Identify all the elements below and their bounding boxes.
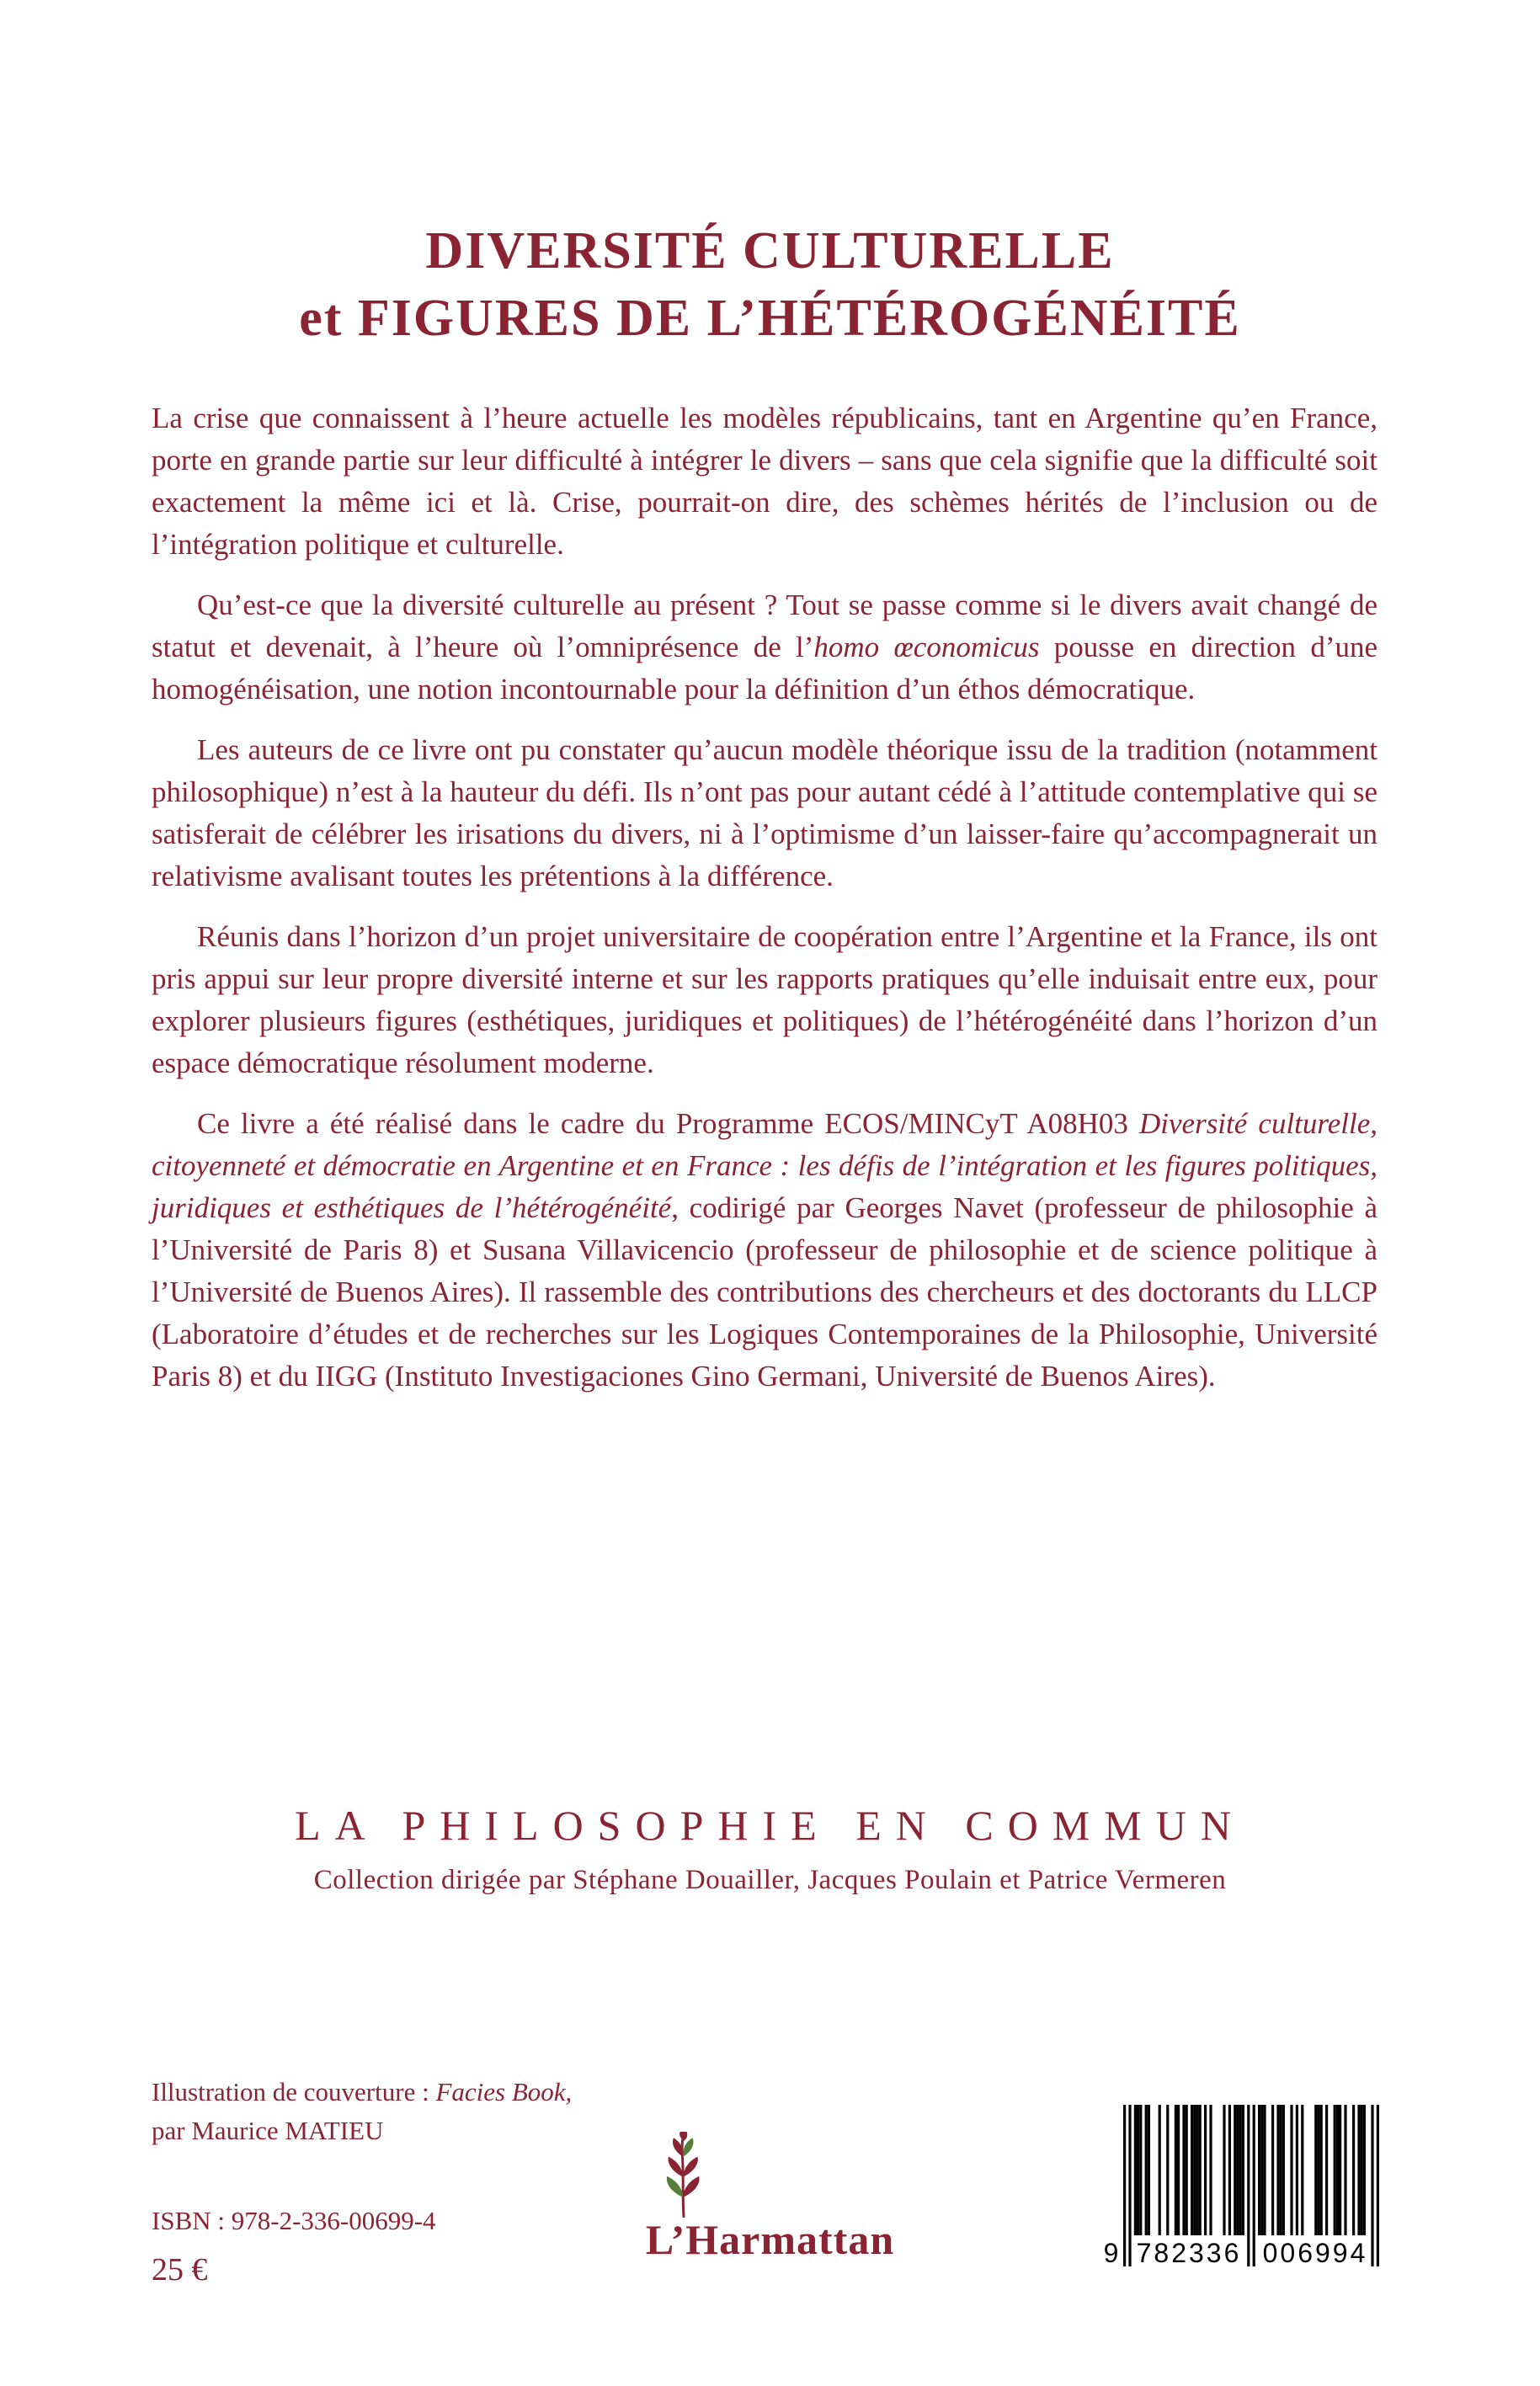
collection-name: LA PHILOSOPHIE EN COMMUN: [295, 1802, 1245, 1849]
book-title: [0, 217, 1540, 352]
barcode-digit-group1: 782336: [1136, 2238, 1242, 2268]
paragraph: La crise que connaissent à l’heure actuelle les modèles républicains, tant en Argentine qu’en France, porte en grande partie sur leur difficulté à intégrer le divers – sans que cela signifie que la difficulté soit exactement la même ici et là. Crise, pourrait-on dire, des schèmes hérités de l’inclusion ou de l’intégration politique et culturelle.: [152, 402, 1377, 561]
publisher-name: L’Harmattan: [645, 2216, 895, 2263]
quill-icon: [646, 2132, 718, 2219]
cover-illustration-credit: [152, 2073, 572, 2150]
paragraph: Les auteurs de ce livre ont pu constater qu’aucun modèle théorique issu de la tradition (notamment philosophique) n’est à la hauteur du défi. Ils n’ont pas pour autant cédé à l’attitude contemplative qui se satisferait de célébrer les irisations du divers, ni à l’optimisme d’un laisser-faire qu’accompagnerait un relativisme avalisant toutes les prétentions à la différence.: [152, 733, 1377, 892]
barcode-digit-left: 9: [1103, 2238, 1122, 2268]
collection-block: [0, 1800, 1540, 1898]
book-title-line2: et FIGURES DE L’HÉTÉROGÉNÉITÉ: [299, 290, 1241, 347]
barcode: [1101, 2105, 1394, 2273]
isbn: ISBN : 978-2-336-00699-4: [152, 2206, 436, 2235]
credit-work-title: Facies Book,: [435, 2077, 573, 2106]
paragraph: Ce livre a été réalisé dans le cadre du Programme ECOS/MINCyT A08H03 Diversité culturelle, citoyenneté et démocratie en Argentine et en France : les défis de l’intégration et les figures politiques, juridiques et esthétiques de l’hétérogénéité, codirigé par Georges Navet (professeur de philosophie à l’Université de Paris 8) et Susana Villavicencio (professeur de philosophie et de science politique à l’Université de Buenos Aires). Il rassemble des contributions des chercheurs et des doctorants du LLCP (Laboratoire d’études et de recherches sur les Logiques Contemporaines de la Philosophie, Université Paris 8) et du IIGG (Instituto Investigaciones Gino Germani, Université de Buenos Aires).: [152, 1107, 1377, 1393]
barcode-digit-group2: 006994: [1262, 2238, 1368, 2268]
book-title-line1: DIVERSITÉ CULTURELLE: [425, 222, 1115, 280]
collection-byline: Collection dirigée par Stéphane Douailler, Jacques Poulain et Patrice Vermeren: [313, 1865, 1227, 1895]
credit-prefix: Illustration de couverture :: [152, 2077, 436, 2106]
publisher-logo: [646, 2132, 894, 2263]
price: 25 €: [152, 2252, 208, 2287]
body-paragraphs: [152, 397, 1377, 1416]
paragraph: Réunis dans l’horizon d’un projet universitaire de coopération entre l’Argentine et la France, ils ont pris appui sur leur propre diversité interne et sur les rapports pratiques qu’elle induisait entre eux, pour explorer plusieurs figures (esthétiques, juridiques et politiques) de l’hétérogénéité dans l’horizon d’un espace démocratique résolument moderne.: [152, 920, 1377, 1079]
credit-artist: par Maurice MATIEU: [152, 2116, 384, 2145]
paragraph: Qu’est-ce que la diversité culturelle au présent ? Tout se passe comme si le divers avait changé de statut et devenait, à l’heure où l’omniprésence de l’homo œconomicus pousse en direction d’une homogénéisation, une notion incontournable pour la définition d’un éthos démocratique.: [152, 589, 1378, 706]
